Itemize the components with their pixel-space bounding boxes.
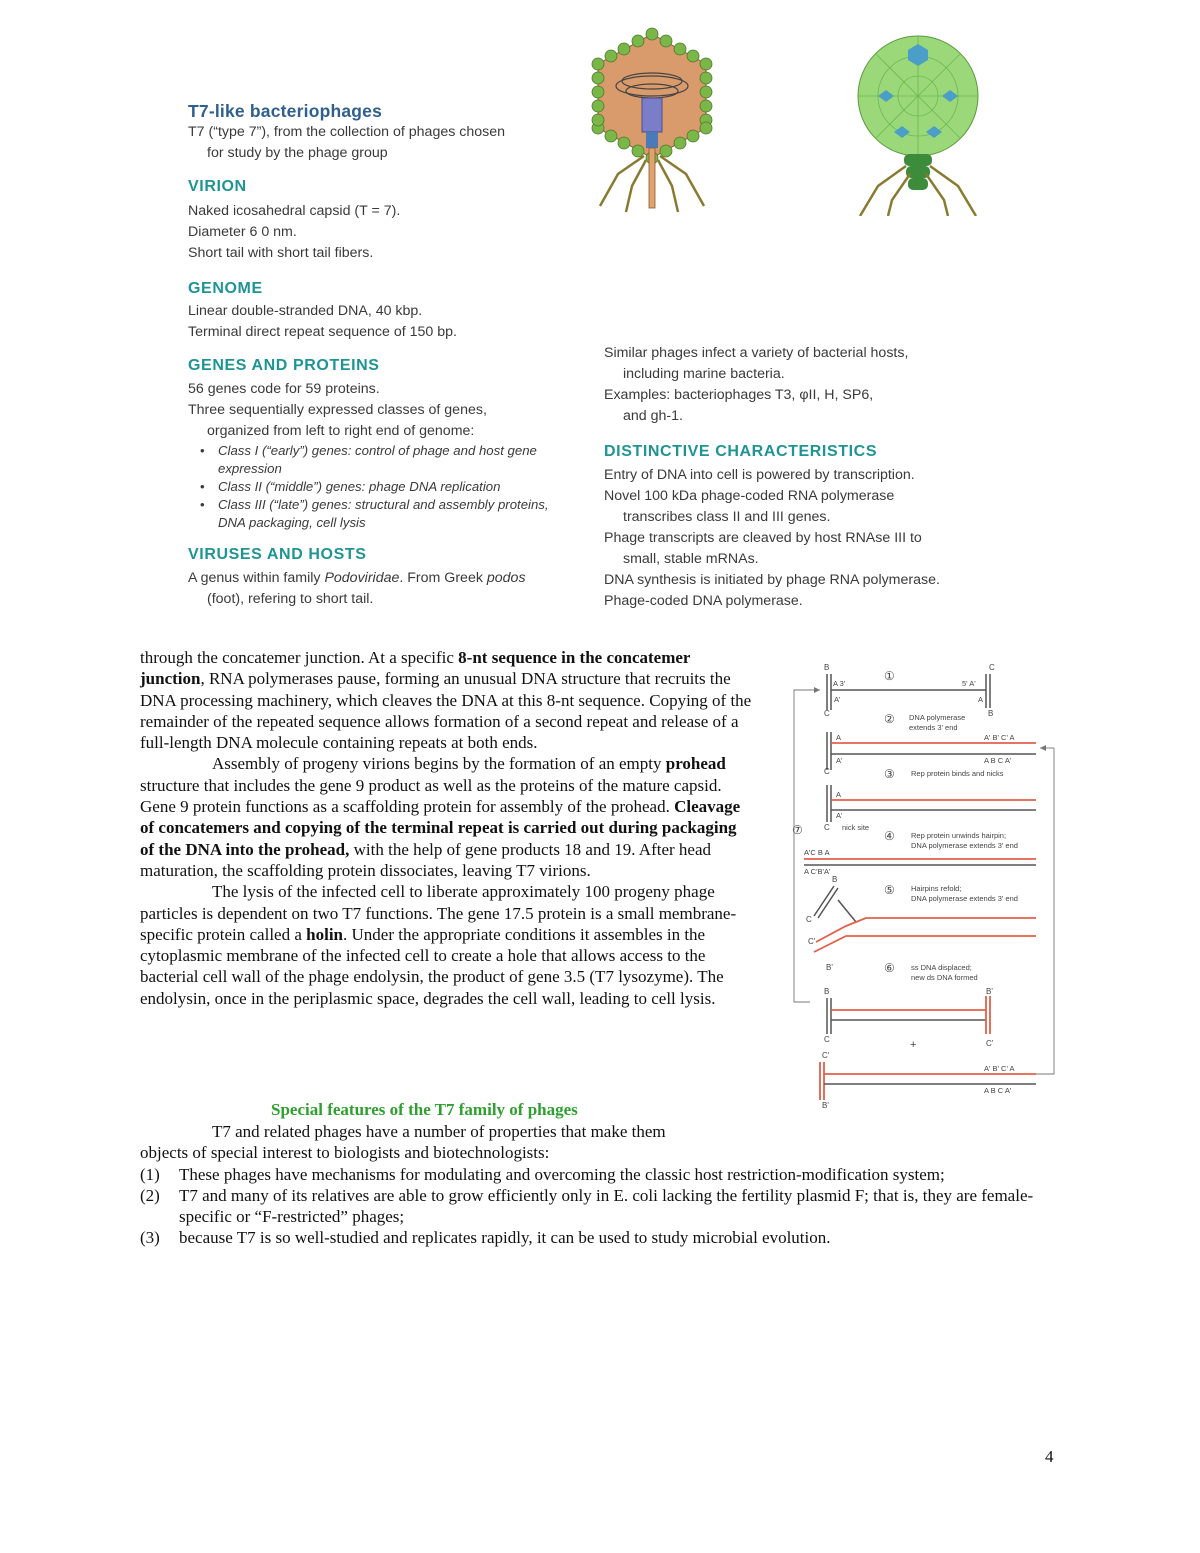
label-acba: A'C B A — [804, 848, 830, 857]
paragraph-concatemer: through the concatemer junction. At a specific 8-nt sequence in the concatemer junction, RNA polymerases pause, forming an unusual DNA structure that recruits the DNA processing machinery, which cleaves the DNA at this 8-nt sequence. Copying of the remainder of the repeated sequence allows formation of a second repeat and release of a full-length DNA molecule containing repeats at both ends. — [140, 648, 752, 753]
genes-line: Three sequentially expressed classes of genes, — [188, 402, 487, 418]
dna-replication-diagram — [786, 660, 1056, 1110]
label-Aprime: A' — [834, 695, 841, 704]
step-5-marker: ⑤ — [884, 883, 895, 897]
label-B: B — [824, 987, 830, 996]
virion-line: Diameter 6 0 nm. — [188, 224, 297, 240]
genome-line: Terminal direct repeat sequence of 150 bp. — [188, 324, 457, 340]
step-3-text: Rep protein binds and nicks — [911, 769, 1004, 778]
page-number: 4 — [1045, 1447, 1054, 1466]
intro-line: objects of special interest to biologists and biotechnologists: — [140, 1143, 550, 1163]
genes-line: 56 genes code for 59 proteins. — [188, 381, 380, 397]
step-2-text: DNA polymerase — [909, 713, 966, 722]
label-B: B — [832, 875, 838, 884]
label-Cprime: C' — [808, 937, 816, 946]
distinctive-line: Novel 100 kDa phage-coded RNA polymerase — [604, 488, 895, 504]
label-Aprime: A' — [836, 811, 843, 820]
step-7-marker: ⑦ — [792, 823, 803, 837]
label-C: C — [806, 915, 812, 924]
step-2-text: extends 3' end — [909, 723, 958, 732]
list-item: (3) because T7 is so well-studied and replicates rapidly, it can be used to study microbial evolution. — [140, 1228, 831, 1248]
fact-sheet-right — [604, 343, 1004, 612]
list-item: (1) These phages have mechanisms for modulating and overcoming the classic host restriction-modification system; — [140, 1164, 945, 1184]
step-4-text: Rep protein unwinds hairpin; — [911, 831, 1007, 840]
label-B: B — [824, 663, 830, 672]
distinctive-line: small, stable mRNAs. — [623, 551, 759, 567]
genes-proteins-heading: GENES AND PROTEINS — [188, 357, 380, 374]
step-4-marker: ④ — [884, 829, 895, 843]
end-3: A 3' — [833, 679, 846, 688]
gene-class-list — [188, 442, 578, 532]
distinctive-line: DNA synthesis is initiated by phage RNA polymerase. — [604, 572, 940, 588]
paragraph-lysis: The lysis of the infected cell to liberate approximately 100 progeny phage particles is dependent on two T7 functions. The gene 17.5 protein is a small membrane-specific protein called a holin. Under the appropriate conditions it assembles in the cytoplasmic membrane of the infected cell to create a hole that allows access to the bacterial cell wall of the phage endolysin, the product of gene 3.5 (T7 lysozyme). The endolysin, once in the periplasmic space, degrades the cell wall, leading to cell lysis. — [140, 882, 737, 1008]
loop-arrow-right — [1034, 748, 1054, 1074]
step-6-text: ss DNA displaced; — [911, 963, 972, 972]
nick-site-label: nick site — [842, 823, 870, 832]
label-A: A — [978, 695, 984, 704]
step-5-text: DNA polymerase extends 3' end — [911, 894, 1018, 903]
step-5-text: Hairpins refold; — [911, 884, 962, 893]
virion-line: Naked icosahedral capsid (T = 7). — [188, 203, 401, 219]
label-C: C — [824, 709, 830, 718]
label-abca-bottom: A B C A' — [984, 756, 1012, 765]
special-features-block — [140, 1121, 1050, 1249]
label-abca-top: A' B' C' A — [984, 733, 1015, 742]
hosts-line: (foot), refering to short tail. — [207, 591, 374, 607]
label-C: C — [824, 823, 830, 832]
distinctive-line: Phage-coded DNA polymerase. — [604, 593, 803, 609]
subtitle-line-2: for study by the phage group — [207, 145, 388, 161]
fact-sheet-title: T7-like bacteriophages — [188, 101, 383, 121]
gene-class-item: • Class III (“late”) genes: structural and assembly proteins, DNA packaging, cell lysis — [188, 496, 578, 532]
step-6-marker: ⑥ — [884, 961, 895, 975]
similar-line: and gh-1. — [623, 408, 683, 424]
genome-line: Linear double-stranded DNA, 40 kbp. — [188, 303, 423, 319]
label-Bprime: B' — [986, 987, 993, 996]
paragraph-assembly: Assembly of progeny virions begins by the formation of an empty prohead structure that includes the gene 9 product as well as the proteins of the mature capsid. Gene 9 protein functions as a scaffolding protein for assembly of the prohead. Cleavage of concatemers and copying of the terminal repeat is carried out during packaging of the DNA into the prohead, with the help of gene products 18 and 19. After head maturation, the scaffolding protein dissociates, leaving T7 virions. — [140, 754, 741, 880]
label-Bprime: B' — [826, 963, 833, 972]
loop-arrow-left — [794, 690, 820, 1002]
intro-line: T7 and related phages have a number of properties that make them — [212, 1122, 666, 1141]
fact-sheet-left — [188, 101, 578, 610]
step-1-marker: ① — [884, 669, 895, 683]
subtitle-line-1: T7 (“type 7”), from the collection of phages chosen — [188, 124, 506, 140]
phage-3d-illustration — [848, 26, 988, 216]
label-abca-top: A' B' C' A — [984, 1064, 1015, 1073]
label-Aprime: A' — [836, 756, 843, 765]
label-C: C — [989, 663, 995, 672]
body-text-column — [140, 647, 752, 1009]
distinctive-line: transcribes class II and III genes. — [623, 509, 831, 525]
label-C: C — [824, 767, 830, 776]
hosts-line: A genus within family Podoviridae. From Greek podos — [188, 570, 526, 586]
phage-cutaway-illustration — [582, 26, 722, 216]
similar-line: Examples: bacteriophages T3, φII, H, SP6, — [604, 387, 874, 403]
virion-line: Short tail with short tail fibers. — [188, 245, 374, 261]
label-C: C — [824, 1035, 830, 1044]
label-Cprime: C' — [822, 1051, 830, 1060]
label-abca-bottom: A B C A' — [984, 1086, 1012, 1095]
genes-line: organized from left to right end of genome: — [207, 423, 475, 439]
label-acba2: A C'B'A' — [804, 867, 831, 876]
label-A: A — [836, 733, 842, 742]
similar-line: including marine bacteria. — [623, 366, 785, 382]
distinctive-heading: DISTINCTIVE CHARACTERISTICS — [604, 443, 878, 460]
gene-class-item: • Class I (“early”) genes: control of phage and host gene expression — [188, 442, 578, 478]
distinctive-line: Entry of DNA into cell is powered by transcription. — [604, 467, 915, 483]
step-4-text: DNA polymerase extends 3' end — [911, 841, 1018, 850]
gene-class-item: • Class II (“middle”) genes: phage DNA replication — [188, 478, 578, 496]
similar-line: Similar phages infect a variety of bacterial hosts, — [604, 345, 909, 361]
step-6-text: new ds DNA formed — [911, 973, 978, 982]
viruses-hosts-heading: VIRUSES AND HOSTS — [188, 546, 367, 563]
list-item: (2) T7 and many of its relatives are able to grow efficiently only in E. coli lacking the fertility plasmid F; that is, they are female- specific or “F-restricted” phages; — [140, 1185, 1034, 1227]
plus-sign: + — [910, 1039, 917, 1051]
end-5: 5' A' — [962, 679, 976, 688]
step-2-marker: ② — [884, 712, 895, 726]
genome-heading: GENOME — [188, 280, 263, 297]
virion-heading: VIRION — [188, 178, 247, 195]
label-Bprime: B' — [822, 1101, 829, 1110]
label-Cprime: C' — [986, 1039, 994, 1048]
distinctive-line: Phage transcripts are cleaved by host RNAse III to — [604, 530, 922, 546]
step-3-marker: ③ — [884, 767, 895, 781]
label-B: B — [988, 709, 994, 718]
section-title-special-features: Special features of the T7 family of phages — [271, 1100, 578, 1119]
label-A: A — [836, 790, 842, 799]
